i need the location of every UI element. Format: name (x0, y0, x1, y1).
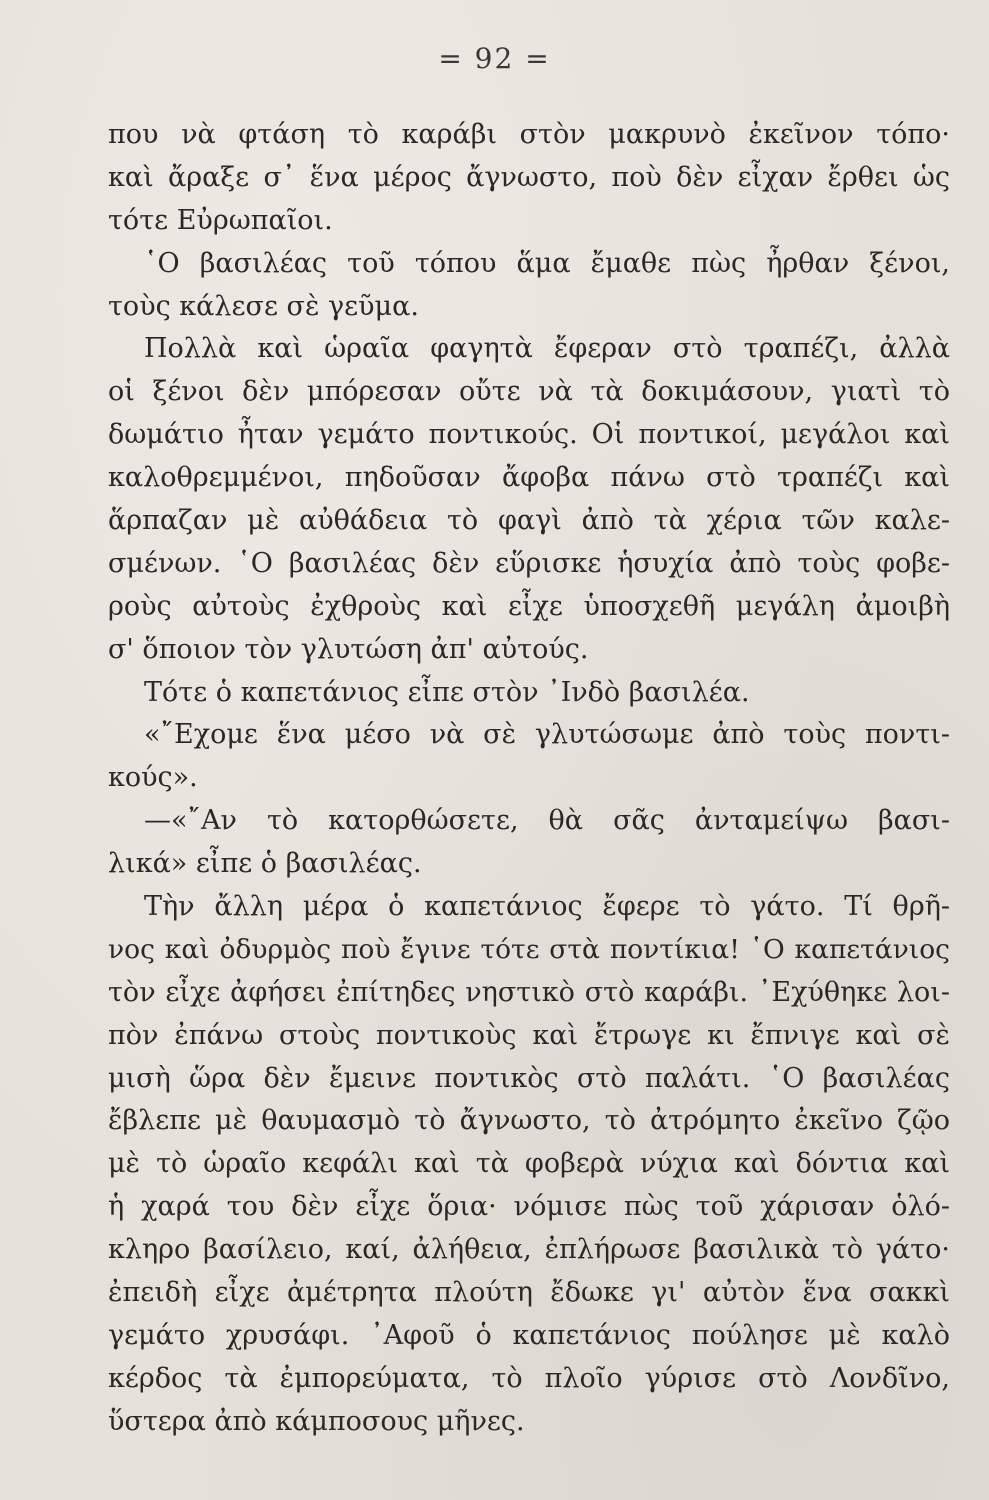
text-line: ἐπειδὴ εἶχε ἀμέτρητα πλούτη ἔδωκε γι' αὐτὸν ἕνα σακκὶ (108, 1277, 950, 1309)
text-line: Τὴν ἄλλη μέρα ὁ καπετάνιος ἔφερε τὸ γάτο. Τί θρῆ- (144, 891, 950, 923)
text-line: μισὴ ὥρα δὲν ἔμεινε ποντικὸς στὸ παλάτι. ῾Ο βασιλέας (108, 1062, 950, 1094)
text-line: κληρο βασίλειο, καί, ἀλήθεια, ἐπλήρωσε βασιλικὰ τὸ γάτο· (108, 1234, 950, 1266)
text-line: τοὺς κάλεσε σὲ γεῦμα. (108, 290, 419, 322)
text-line: ἡ χαρά του δὲν εἶχε ὅρια· νόμισε πὼς τοῦ χάρισαν ὁλό- (108, 1191, 950, 1223)
text-line: ῾Ο βασιλέας τοῦ τόπου ἅμα ἔμαθε πὼς ἦρθαν ξένοι, (144, 247, 950, 279)
text-line: σμένων. ῾Ο βασιλέας δὲν εὕρισκε ἡσυχία ἀπὸ τοὺς φοβε- (108, 547, 950, 579)
text-line: ἔβλεπε μὲ θαυμασμὸ τὸ ἄγνωστο, τὸ ἀτρόμητο ἐκεῖνο ζῷο (108, 1105, 950, 1137)
text-line: Τότε ὁ καπετάνιος εἶπε στὸν ᾿Ινδὸ βασιλέα. (144, 676, 750, 708)
text-line: τότε Εὐρωπαῖοι. (108, 204, 333, 236)
text-line: καλοθρεμμένοι, πηδοῦσαν ἄφοβα πάνω στὸ τραπέζι καὶ (108, 462, 950, 494)
page-number: = 92 = (438, 42, 551, 75)
text-line: ἅρπαζαν μὲ αὐθάδεια τὸ φαγὶ ἀπὸ τὰ χέρια τῶν καλε- (108, 505, 950, 537)
text-line: λικά» εἶπε ὁ βασιλέας. (108, 848, 422, 880)
text-line: οἱ ξένοι δὲν μπόρεσαν οὔτε νὰ τὰ δοκιμάσουν, γιατὶ τὸ (108, 376, 950, 408)
text-line: κέρδος τὰ ἐμπορεύματα, τὸ πλοῖο γύρισε στὸ Λονδῖνο, (108, 1362, 950, 1394)
text-line: που νὰ φτάση τὸ καράβι στὸν μακρυνὸ ἐκεῖνον τόπο· (108, 119, 950, 150)
body-text (108, 114, 950, 1444)
text-line: ροὺς αὐτοὺς ἐχθροὺς καὶ εἶχε ὑποσχεθῆ μεγάλη ἀμοιβὴ (108, 590, 950, 622)
text-line: γεμάτο χρυσάφι. ᾿Αφοῦ ὁ καπετάνιος πούλησε μὲ καλὸ (108, 1319, 950, 1351)
text-line: ὕστερα ἀπὸ κάμποσους μῆνες. (108, 1405, 525, 1437)
text-line: καὶ ἄραξε σ᾽ ἕνα μέρος ἄγνωστο, ποὺ δὲν εἶχαν ἔρθει ὡς (108, 161, 950, 193)
text-line: τὸν εἶχε ἀφήσει ἐπίτηδες νηστικὸ στὸ καράβι. ᾿Εχύθηκε λοι- (108, 976, 950, 1008)
text-line: πὸν ἐπάνω στοὺς ποντικοὺς καὶ ἔτρωγε κι ἔπνιγε καὶ σὲ (108, 1019, 950, 1051)
text-line: μὲ τὸ ὡραῖο κεφάλι καὶ τὰ φοβερὰ νύχια καὶ δόντια καὶ (108, 1148, 950, 1180)
text-line: κούς». (108, 762, 198, 794)
text-line: νος καὶ ὀδυρμὸς ποὺ ἔγινε τότε στὰ ποντίκια! ῾Ο καπετάνιος (108, 933, 950, 965)
text-line: «῎Εχομε ἕνα μέσο νὰ σὲ γλυτώσωμε ἀπὸ τοὺς ποντι- (144, 719, 950, 751)
text-line: Πολλὰ καὶ ὡραῖα φαγητὰ ἔφεραν στὸ τραπέζι, ἀλλὰ (144, 333, 950, 365)
text-line: δωμάτιο ἦταν γεμάτο ποντικούς. Οἱ ποντικοί, μεγάλοι καὶ (108, 419, 950, 451)
text-line: σ' ὅποιον τὸν γλυτώση ἀπ' αὐτούς. (108, 633, 589, 665)
text-line: —«῎Αν τὸ κατορθώσετε, θὰ σᾶς ἀνταμείψω βασι- (144, 805, 950, 837)
